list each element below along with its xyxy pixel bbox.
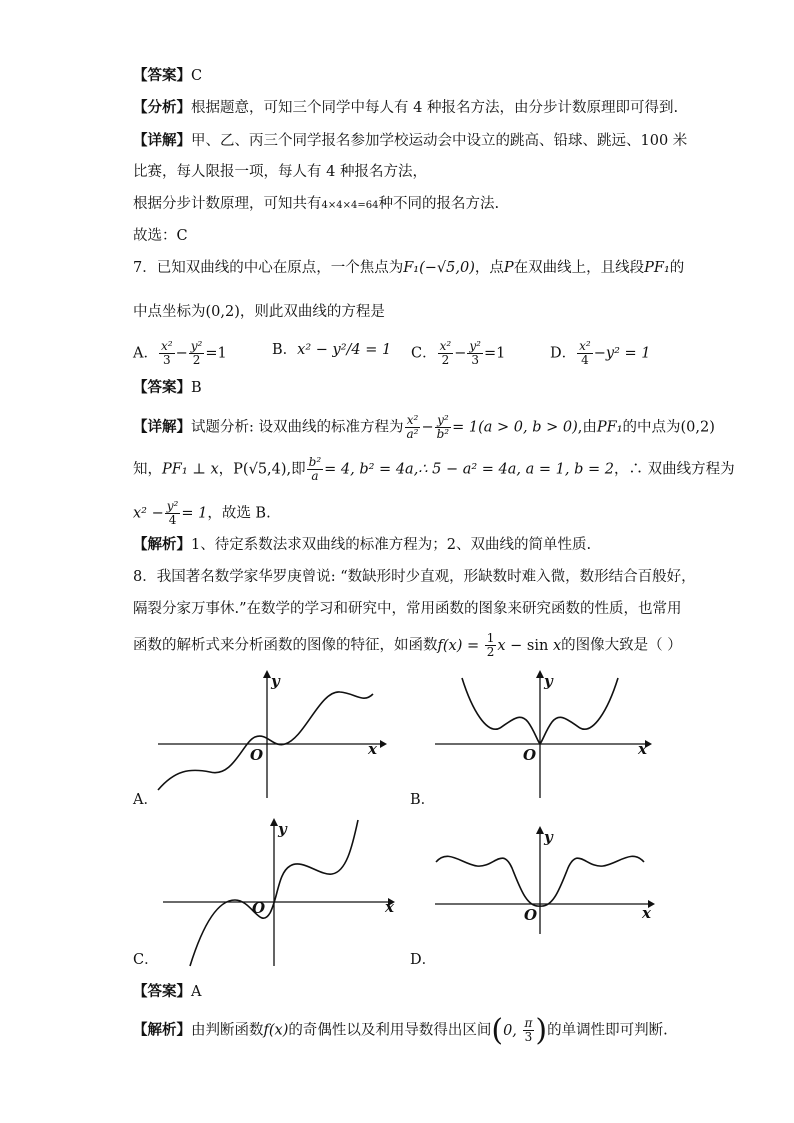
option-label: B． [272, 342, 298, 358]
count-formula: 4×4×4=64 [321, 200, 379, 211]
graph-d [432, 826, 662, 936]
q7-detail-line-1: 【详解】试题分析: 设双曲线的标准方程为 $\frac{\text{x²}}{\text{a²}}$ − $\frac{\text{y²}}{\text{b²}}$ = 1(a > 0, b > 0),由PF₁的中点为(0,2) [133, 413, 715, 441]
minus-sign: − [175, 345, 188, 362]
detail-text: ，∴ 双曲线方程为 [613, 461, 735, 478]
midpoint: (0,2) [205, 304, 240, 320]
answer-label: 【答案】 [133, 67, 191, 84]
y-label: y [278, 820, 287, 838]
detail-label: 【详解】 [133, 418, 191, 436]
stem-text: 在双曲线上，且线段 [513, 260, 645, 276]
detail-text: ，P(√5,4),即 [218, 461, 306, 478]
stem-text: 的图像大致是（ ） [561, 637, 682, 654]
y-arrow-icon [270, 818, 278, 826]
analysis-text: 根据题意，可知三个同学中每人有 4 种报名方法，由分步计数原理即可得到. [191, 100, 679, 116]
detail-formula: PF₁ ⊥ x [162, 461, 219, 478]
denominator: 3 [471, 353, 479, 367]
origin-label: O [252, 899, 266, 917]
fraction: $\frac{\text{x²}}{\text{a²}}$ [406, 413, 419, 441]
fraction: $\frac{\text{y²}}{4}$ [166, 499, 179, 527]
rhs: =1 [205, 345, 227, 362]
stem-text: ，点 [474, 260, 504, 276]
segment: PF₁ [644, 260, 670, 276]
stem-text: 7．已知双曲线的中心在原点，一个焦点为 [133, 260, 404, 276]
q7-stem-line-2 [133, 302, 385, 322]
analysis-text: 的奇偶性以及利用导数得出区间 [288, 1022, 492, 1039]
answer-label: 【答案】 [133, 379, 191, 396]
denominator: 4 [581, 353, 589, 367]
stem-text: 函数的解析式来分析函数的图像的特征，如函数 [133, 637, 438, 654]
detail-text: 根据分步计数原理，可知共有 [133, 196, 322, 212]
denominator: 2 [192, 353, 201, 367]
fraction [189, 340, 205, 367]
stem-text: 8．我国著名数学家华罗庚曾说: “数缺形时少直观，形缺数时难入微，数形结合百般好， [133, 569, 696, 585]
detail-formula: = 4, b² = 4a,∴ 5 − a² = 4a, a = 1, b = 2 [324, 461, 614, 478]
graph-a [155, 670, 390, 800]
numerator: y² [190, 339, 203, 353]
detail-text: 种不同的报名方法. [378, 196, 500, 212]
interval-formula: (0, $\frac{\pi}{3}$ ) [491, 1012, 548, 1048]
q6-analysis-line [133, 98, 678, 118]
conclusion-text: 故选：C [133, 228, 188, 244]
q7-option-c [411, 340, 505, 367]
analysis-label: 【解析】 [133, 536, 191, 553]
answer-label: 【答案】 [133, 983, 191, 1000]
stem-text: 中点坐标为 [133, 304, 206, 320]
analysis-label: 【解析】 [133, 1021, 191, 1039]
option-formula: y² = 1 [605, 345, 651, 362]
y-arrow-icon [263, 670, 271, 678]
stem-text: 隔裂分家万事休.”在数学的学习和研究中，常用函数的图象来研究函数的性质，也常用 [133, 601, 682, 617]
q7-analysis-line [133, 535, 591, 555]
x-label: x [385, 898, 394, 916]
stem-text: ，则此双曲线的方程是 [239, 304, 385, 320]
q6-answer-line [133, 66, 202, 86]
x-label: x [638, 740, 647, 758]
x-arrow-icon [380, 740, 387, 748]
graph-b [432, 670, 657, 800]
detail-label: 【详解】 [133, 132, 191, 149]
q8-stem-line-3 [133, 632, 682, 659]
fraction [467, 340, 483, 367]
fraction: $\frac{\text{y²}}{\text{b²}}$ [436, 413, 450, 441]
rhs: =1 [483, 345, 506, 362]
graph-label-c: C． [133, 952, 159, 968]
q7-option-a [133, 340, 227, 367]
option-label: D． [550, 345, 577, 362]
analysis-text: 的单调性即可判断. [547, 1022, 668, 1039]
q7-detail-line-2 [133, 456, 735, 483]
detail-text: 比赛，每人限报一项，每人有 4 种报名方法， [133, 164, 427, 180]
option-label: A． [133, 345, 158, 362]
q7-detail-line-3 [133, 500, 271, 527]
q7-stem-line-1 [133, 258, 684, 278]
y-arrow-icon [536, 826, 544, 834]
detail-text: ,由 [577, 419, 597, 436]
q6-conclusion [133, 226, 188, 246]
curve [158, 692, 373, 790]
point-p: P [503, 260, 514, 276]
x-label: x [368, 740, 377, 758]
numerator: y² [469, 339, 481, 353]
minus-sign: − [454, 345, 467, 362]
stem-text: 的 [669, 260, 685, 276]
origin-label: O [250, 746, 264, 764]
detail-formula: PF₁ [596, 419, 623, 436]
y-label: y [271, 672, 280, 690]
graph-label-a: A． [133, 792, 158, 808]
y-label: y [544, 672, 553, 690]
function-formula: f(x) = $\frac{1}{2}$ x − sin x [437, 631, 562, 659]
answer-value: A [191, 984, 202, 1000]
detail-text: 知， [133, 461, 162, 478]
answer-value: B [191, 380, 202, 396]
detail-formula: = 1 [181, 505, 208, 522]
q8-answer-line [133, 982, 201, 1002]
minus-sign: − [593, 345, 606, 362]
q6-detail-line-3 [133, 194, 499, 216]
q7-answer-line [133, 378, 202, 398]
option-label: C． [411, 345, 437, 362]
fraction [438, 340, 454, 367]
detail-text: 甲、乙、丙三个同学报名参加学校运动会中设立的跳高、铅球、跳远、100 米 [191, 133, 688, 149]
answer-value: C [191, 68, 203, 84]
analysis-text: 1、待定系数法求双曲线的标准方程为；2、双曲线的简单性质. [191, 537, 592, 553]
q6-detail-line-1 [133, 131, 687, 151]
q6-detail-line-2 [133, 162, 427, 182]
origin-label: O [524, 906, 538, 924]
q7-option-b [272, 340, 391, 360]
fraction [577, 340, 593, 367]
y-label: y [544, 828, 553, 846]
numerator: x² [160, 339, 173, 353]
fraction [159, 340, 175, 367]
q8-stem-line-1 [133, 567, 696, 587]
detail-formula: x² − [133, 505, 164, 522]
analysis-label: 【分析】 [133, 99, 191, 116]
analysis-text: 由判断函数 [191, 1022, 264, 1039]
detail-formula: = 1(a > 0, b > 0) [452, 419, 578, 436]
option-formula: x² − y²/4 = 1 [297, 342, 392, 358]
q8-stem-line-2 [133, 599, 682, 619]
function-symbol: f(x) [263, 1022, 289, 1039]
graph-c [160, 818, 400, 968]
graph-label-b: B． [410, 792, 436, 808]
denominator: 2 [441, 353, 450, 367]
origin-label: O [523, 746, 537, 764]
x-label: x [642, 904, 651, 922]
detail-text: 试题分析: 设双曲线的标准方程为 [191, 419, 404, 436]
q8-analysis-line [133, 1012, 668, 1048]
detail-formula: (0,2) [680, 419, 715, 436]
y-arrow-icon [536, 670, 544, 678]
fraction: $\frac{\text{b²}}{a}$ [308, 455, 322, 483]
detail-text: ，故选 B. [207, 505, 271, 522]
numerator: x² [579, 339, 591, 353]
numerator: x² [439, 339, 452, 353]
denominator: 3 [162, 353, 171, 367]
focus-formula: F₁(−√5,0) [403, 260, 475, 276]
q7-option-d [550, 340, 650, 367]
graph-label-d: D． [410, 952, 437, 968]
detail-text: 的中点为 [622, 419, 681, 436]
